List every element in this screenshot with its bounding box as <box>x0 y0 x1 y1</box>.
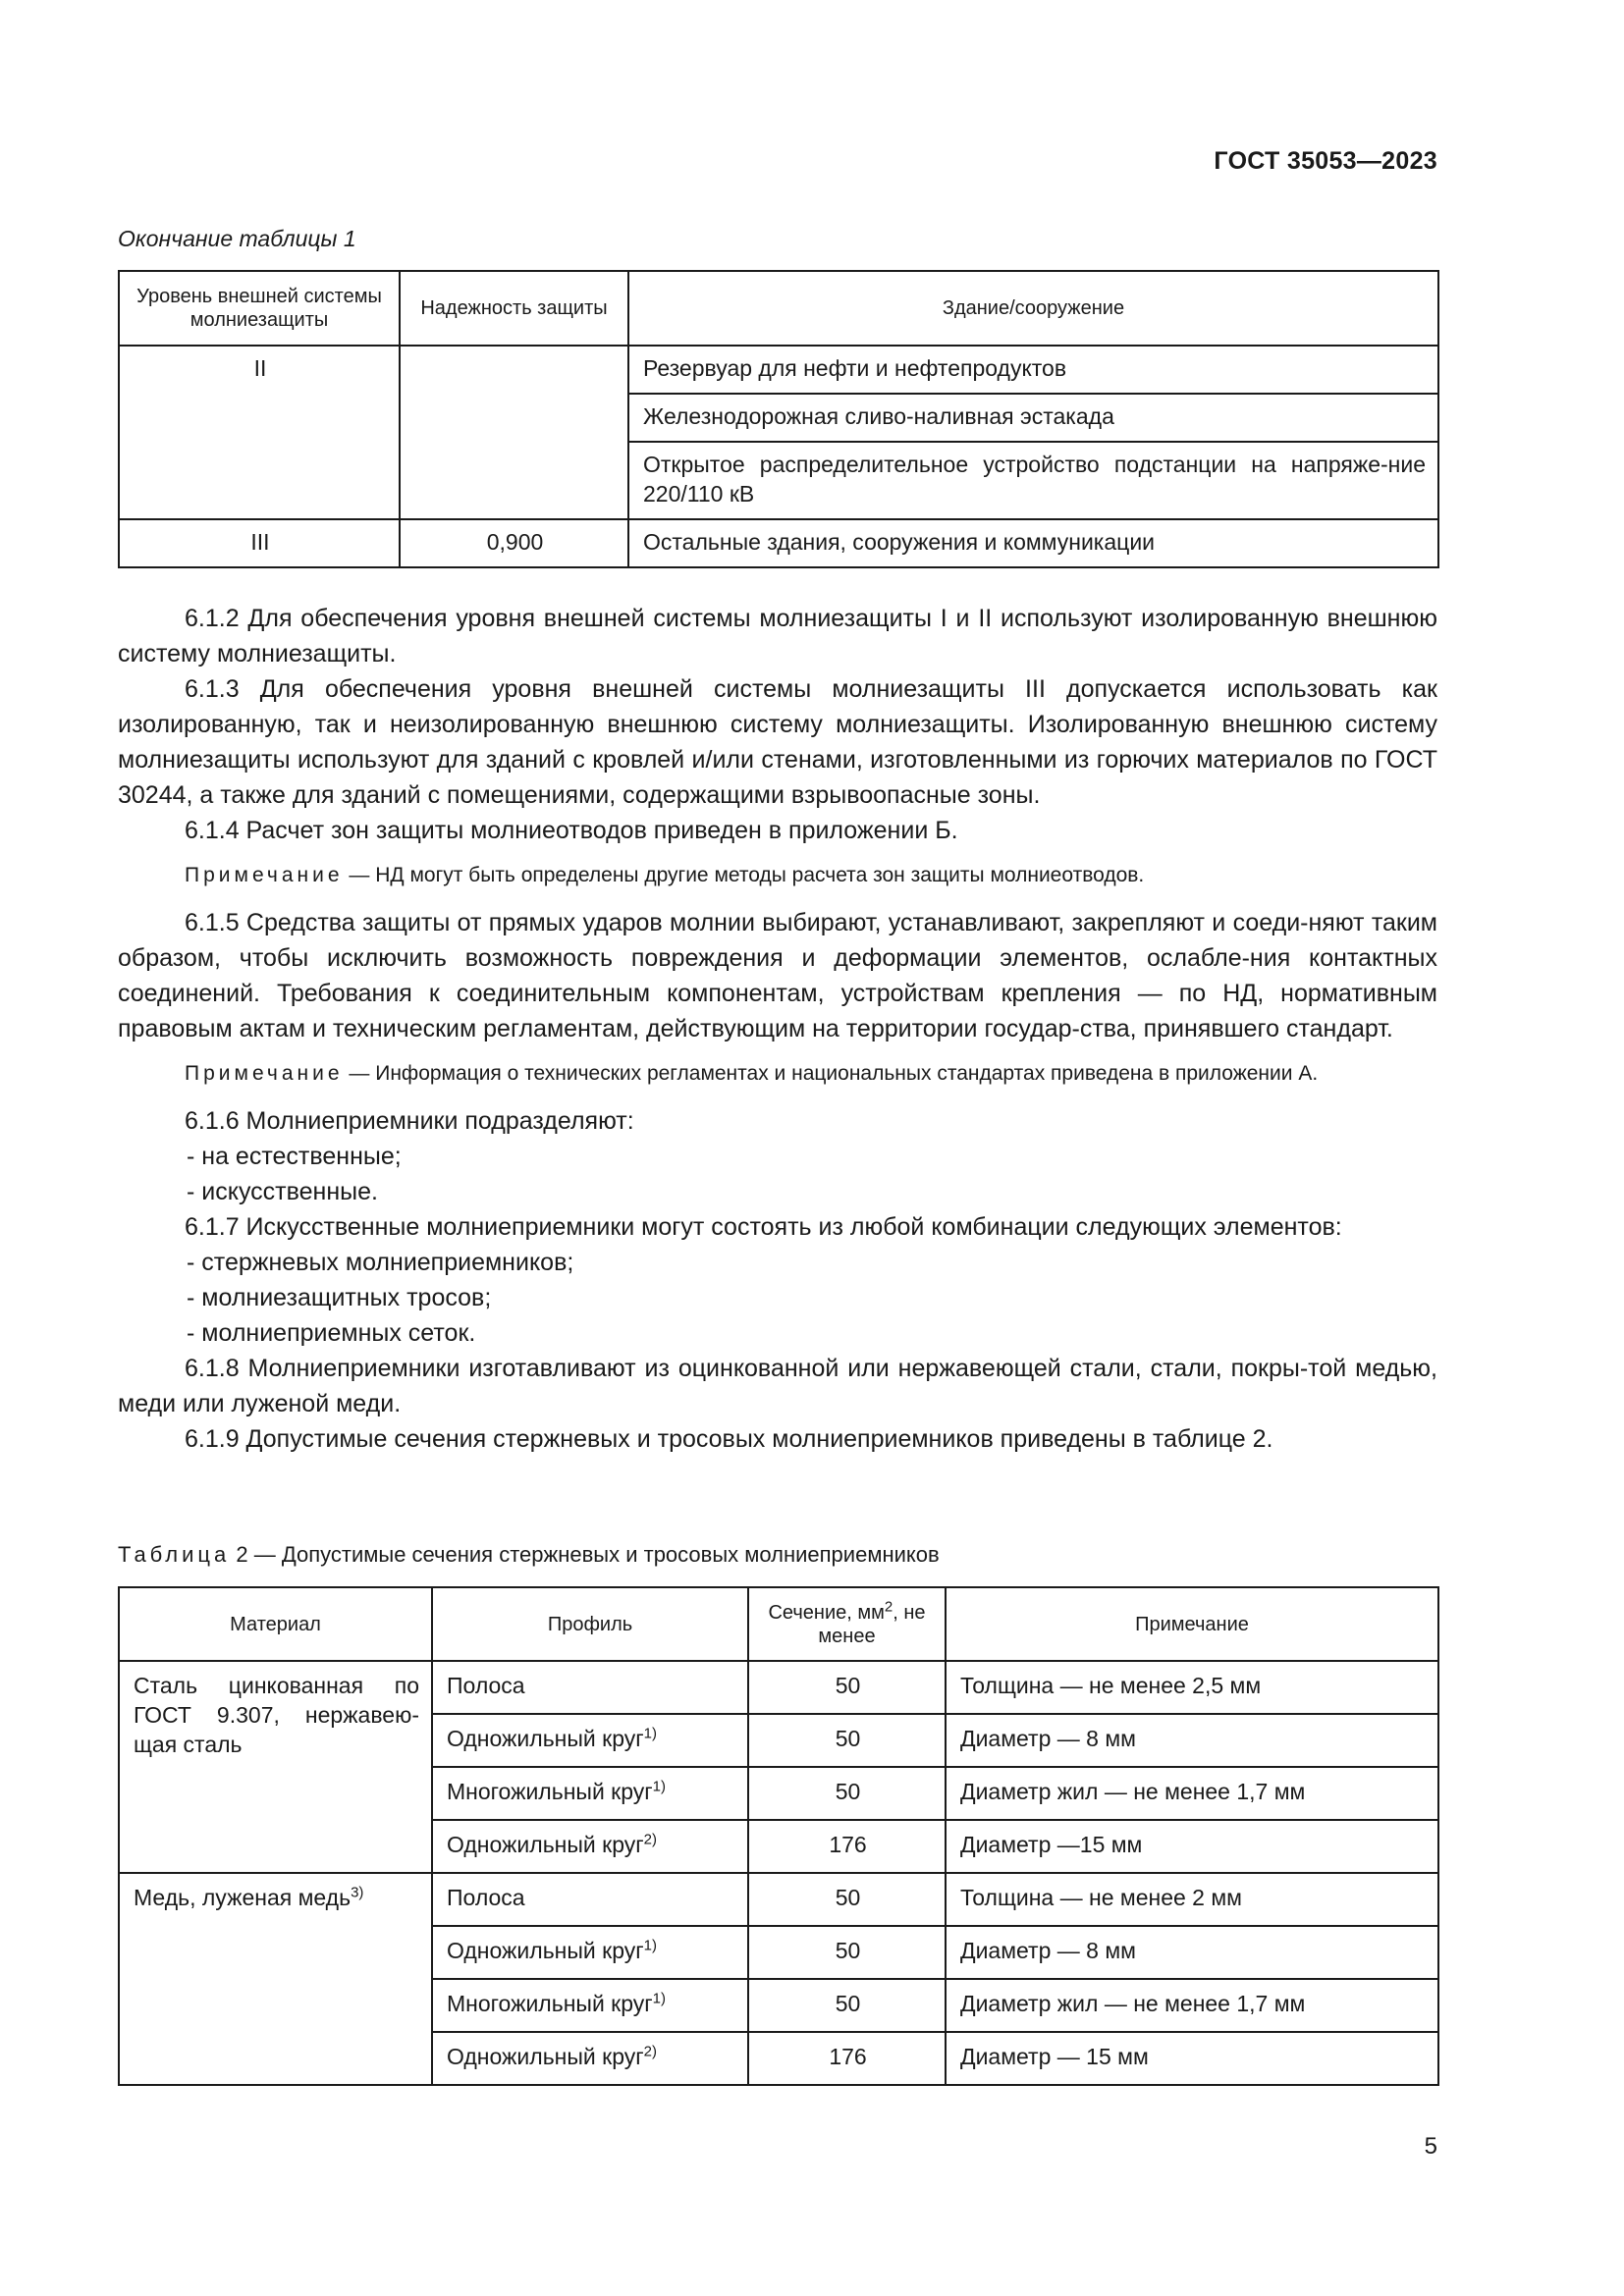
table2-note-cell: Диаметр — 15 мм <box>946 2032 1438 2085</box>
list-item: - стержневых молниеприемников; <box>187 1249 574 1276</box>
table2-header-section: Сечение, $мм^2$, не менее <box>748 1587 946 1661</box>
list-item: - молниезащитных тросов; <box>187 1284 492 1311</box>
note-text: — Информация о технических регламентах и национальных стандартах приведена в приложении А. <box>343 1062 1319 1085</box>
table1-level-cell: III <box>119 519 400 567</box>
paragraph-6-1-3: 6.1.3 Для обеспечения уровня внешней системы молниезащиты III допускается использовать как изолированную, так и неизолированную внешнюю систему молниезащиты. Изолированную внешнюю систему молниезащиты используют для зданий с кровлей и/или стенами, изготовленными из горючих материалов по ГОСТ 30244, а также для зданий с помещениями, содержащими взрывоопасные зоны. <box>118 675 1437 809</box>
table2-section-cell: 50 <box>748 1714 946 1767</box>
table2-section-cell: 50 <box>748 1873 946 1926</box>
table2-header-profile: Профиль <box>432 1587 748 1661</box>
table2-section-cell: 50 <box>748 1767 946 1820</box>
table2-note-cell: Диаметр —15 мм <box>946 1820 1438 1873</box>
table1-object-cell: Остальные здания, сооружения и коммуникации <box>628 519 1438 567</box>
table2-section-cell: 176 <box>748 1820 946 1873</box>
list-item: - на естественные; <box>187 1143 402 1170</box>
table2-profile-cell: Многожильный круг$^{1)}$ <box>432 1979 748 2032</box>
table1-header-object: Здание/сооружение <box>628 271 1438 346</box>
table2-note-cell: Толщина — не менее 2,5 мм <box>946 1661 1438 1714</box>
table2-caption <box>118 1542 940 1568</box>
paragraph-6-1-5: 6.1.5 Средства защиты от прямых ударов молнии выбирают, устанавливают, закрепляют и соеди-няют таким образом, чтобы исключить возможность повреждения и деформации элементов, ослабле-ния контактных соединений. Требования к соединительным компонентам, устройствам крепления — по НД, нормативным правовым актам и техническим регламентам, действующим на территории государ-ства, принявшего стандарт. <box>118 909 1437 1042</box>
table2-header-row <box>119 1587 1438 1661</box>
table2-profile-cell: Одножильный круг$^{1)}$ <box>432 1926 748 1979</box>
paragraph-6-1-6: 6.1.6 Молниеприемники подразделяют: <box>185 1107 634 1135</box>
paragraph-6-1-2: 6.1.2 Для обеспечения уровня внешней системы молниезащиты I и II используют изолированную внешнюю систему молниезащиты. <box>118 605 1437 667</box>
list-item: - молниеприемных сеток. <box>187 1319 476 1347</box>
table2-material-cell: Медь, луженая медь$^{3)}$ <box>119 1873 432 2085</box>
paragraph-6-1-7: 6.1.7 Искусственные молниеприемники могут состоять из любой комбинации следующих элементов: <box>185 1213 1342 1241</box>
table1-object-cell: Резервуар для нефти и нефтепродуктов <box>628 346 1438 394</box>
body-text <box>118 601 1437 1457</box>
paragraph-6-1-8: 6.1.8 Молниеприемники изготавливают из оцинкованной или нержавеющей стали, стали, покры-той медью, меди или луженой меди. <box>118 1355 1437 1417</box>
table2-section-cell: 50 <box>748 1926 946 1979</box>
table2-profile-cell: Одножильный круг$^{2)}$ <box>432 1820 748 1873</box>
table1-reliability-cell: 0,900 <box>400 519 628 567</box>
table1-object-cell: Железнодорожная сливо-наливная эстакада <box>628 394 1438 442</box>
table2-note-cell: Толщина — не менее 2 мм <box>946 1873 1438 1926</box>
paragraph-6-1-9: 6.1.9 Допустимые сечения стержневых и тросовых молниеприемников приведены в таблице 2. <box>185 1425 1273 1453</box>
table1 <box>118 270 1439 568</box>
table2-profile-cell: Одножильный круг$^{2)}$ <box>432 2032 748 2085</box>
table1-header-level: Уровень внешней системы молниезащиты <box>119 271 400 346</box>
list-item: - искусственные. <box>187 1178 378 1205</box>
paragraph-6-1-4: 6.1.4 Расчет зон защиты молниеотводов приведен в приложении Б. <box>185 817 958 844</box>
table2-section-cell: 50 <box>748 1979 946 2032</box>
table-row <box>119 1661 1438 1714</box>
table1-caption: Окончание таблицы 1 <box>118 226 356 251</box>
table-row <box>119 346 1438 394</box>
table1-header-reliability: Надежность защиты <box>400 271 628 346</box>
table2-header-note: Примечание <box>946 1587 1438 1661</box>
note-2 <box>118 1058 1437 1090</box>
table2-section-cell: 50 <box>748 1661 946 1714</box>
table2-material-cell: Сталь цинкованная по ГОСТ 9.307, нержавею-щая сталь <box>119 1661 432 1873</box>
document-number: ГОСТ 35053—2023 <box>1214 147 1437 175</box>
table2-caption-text: 2 — Допустимые сечения стержневых и тросовых молниеприемников <box>230 1542 940 1567</box>
table2-note-cell: Диаметр жил — не менее 1,7 мм <box>946 1767 1438 1820</box>
note-text: — НД могут быть определены другие методы расчета зон защиты молниеотводов. <box>343 864 1145 886</box>
table2-note-cell: Диаметр жил — не менее 1,7 мм <box>946 1979 1438 2032</box>
note-1 <box>118 860 1437 891</box>
table2-caption-label: Таблица <box>118 1542 231 1567</box>
table2-section-cell: 176 <box>748 2032 946 2085</box>
table1-level-cell: II <box>119 346 400 519</box>
table2-profile-cell: Многожильный круг$^{1)}$ <box>432 1767 748 1820</box>
table-row <box>119 1873 1438 1926</box>
table2-header-material: Материал <box>119 1587 432 1661</box>
table2-note-cell: Диаметр — 8 мм <box>946 1714 1438 1767</box>
table1-reliability-cell <box>400 346 628 519</box>
page-number: 5 <box>1424 2133 1437 2160</box>
table2-profile-cell: Полоса <box>432 1873 748 1926</box>
table-row <box>119 519 1438 567</box>
note-label: Примечание <box>185 864 344 886</box>
table1-header-row <box>119 271 1438 346</box>
table2 <box>118 1586 1439 2086</box>
table2-note-cell: Диаметр — 8 мм <box>946 1926 1438 1979</box>
table2-profile-cell: Полоса <box>432 1661 748 1714</box>
note-label: Примечание <box>185 1062 344 1085</box>
table2-profile-cell: Одножильный круг$^{1)}$ <box>432 1714 748 1767</box>
table1-object-cell: Открытое распределительное устройство подстанции на напряже-ние 220/110 кВ <box>628 442 1438 519</box>
